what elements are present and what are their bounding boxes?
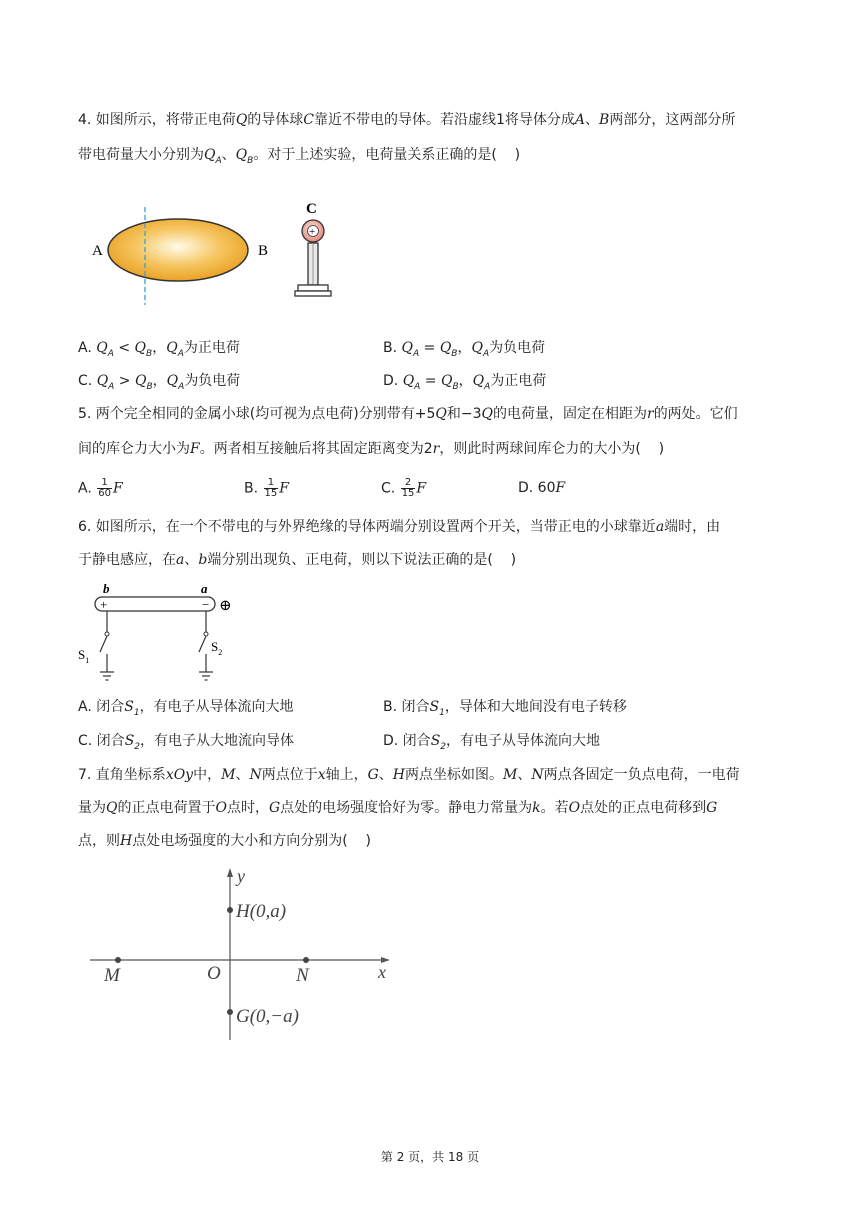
label-g: G(0,−a): [236, 1006, 299, 1027]
q7-stem-line1: 7. 直角坐标系xOy中，M、N两点位于x轴上，G、H两点坐标如图。M、N两点各固定一负点电荷，一电荷: [78, 767, 740, 783]
q5-option-a[interactable]: A. $\frac{1}{60}$ F: [78, 477, 123, 499]
stand-base: [298, 285, 328, 291]
switch-s1[interactable]: [100, 636, 107, 652]
q4-figure: [80, 195, 340, 310]
q5-option-b[interactable]: B. $\frac{1}{15}$ F: [244, 477, 289, 499]
q4-stem-line1: 4. 如图所示，将带正电荷Q的导体球C靠近不带电的导体。若沿虚线1将导体分成A、B两部分，这两部分所: [78, 112, 736, 128]
q4-option-c[interactable]: C. $Q_A > Q_B$，$Q_A$为负电荷: [78, 373, 241, 392]
label-o: O: [207, 963, 221, 984]
q5-stem-line2: 间的库仑力大小为F。两者相互接触后将其固定距离变为2r，则此时两球间库仑力的大小为( ): [78, 441, 665, 457]
positive-ball: ⊕: [219, 598, 232, 614]
conductor-rod: [95, 597, 215, 611]
label-n: N: [296, 965, 309, 986]
point-g: [227, 1009, 233, 1015]
q6-stem-line2: 于静电感应，在a、b端分别出现负、正电荷，则以下说法正确的是( ): [78, 552, 517, 568]
label-h: H(0,a): [236, 901, 287, 922]
label-a: a: [201, 581, 208, 596]
q4-stem-line2: 带电荷量大小分别为$Q_A$、$Q_B$。对于上述实验，电荷量关系正确的是( ): [78, 147, 521, 166]
label-a: A: [92, 243, 103, 259]
label-y: y: [237, 866, 245, 886]
q7-stem-line2: 量为Q的正点电荷置于O点时，G点处的电场强度恰好为零。静电力常量为k。若O点处的正点电荷移到G: [78, 800, 718, 816]
q7-figure: [90, 860, 400, 1045]
label-x: x: [378, 962, 386, 982]
svg-text:+: +: [309, 226, 316, 238]
label-s2: $S_2$: [211, 639, 223, 657]
q6-option-a[interactable]: A. 闭合$S_1$，有电子从导体流向大地: [78, 699, 294, 718]
q5-option-d[interactable]: D. 60F: [518, 480, 566, 496]
q4-option-d[interactable]: D. $Q_A = Q_B$，$Q_A$为正电荷: [383, 373, 547, 392]
q6-option-c[interactable]: C. 闭合$S_2$，有电子从大地流向导体: [78, 733, 295, 752]
q6-stem-line1: 6. 如图所示，在一个不带电的与外界绝缘的导体两端分别设置两个开关，当带正电的小球靠近a端时，由: [78, 519, 721, 535]
label-s1: $S_1$: [78, 647, 90, 665]
svg-text:+: +: [100, 597, 108, 612]
point-n: [303, 957, 309, 963]
point-m: [115, 957, 121, 963]
q5-stem-line1: 5. 两个完全相同的金属小球(均可视为点电荷)分别带有+5Q和−3Q的电荷量，固定在相距为r的两处。它们: [78, 406, 738, 422]
label-m: M: [104, 965, 120, 986]
q6-figure: [76, 580, 246, 690]
q4-option-a[interactable]: A. $Q_A < Q_B$，$Q_A$为正电荷: [78, 340, 240, 359]
label-b: b: [103, 581, 110, 596]
q6-option-b[interactable]: B. 闭合$S_1$，导体和大地间没有电子转移: [383, 699, 627, 718]
q4-option-b[interactable]: B. $Q_A = Q_B$，$Q_A$为负电荷: [383, 340, 546, 359]
q6-option-d[interactable]: D. 闭合$S_2$，有电子从导体流向大地: [383, 733, 601, 752]
page-footer: 第 2 页，共 18 页: [380, 1150, 480, 1164]
q5-option-c[interactable]: C. $\frac{2}{15}$ F: [381, 477, 427, 499]
switch-s2[interactable]: [199, 636, 206, 652]
label-c: C: [306, 201, 317, 217]
conductor-ellipse: [108, 219, 248, 281]
label-b: B: [258, 243, 269, 259]
q7-stem-line3: 点，则H点处电场强度的大小和方向分别为( ): [78, 833, 371, 849]
svg-text:−: −: [202, 597, 210, 612]
point-h: [227, 907, 233, 913]
